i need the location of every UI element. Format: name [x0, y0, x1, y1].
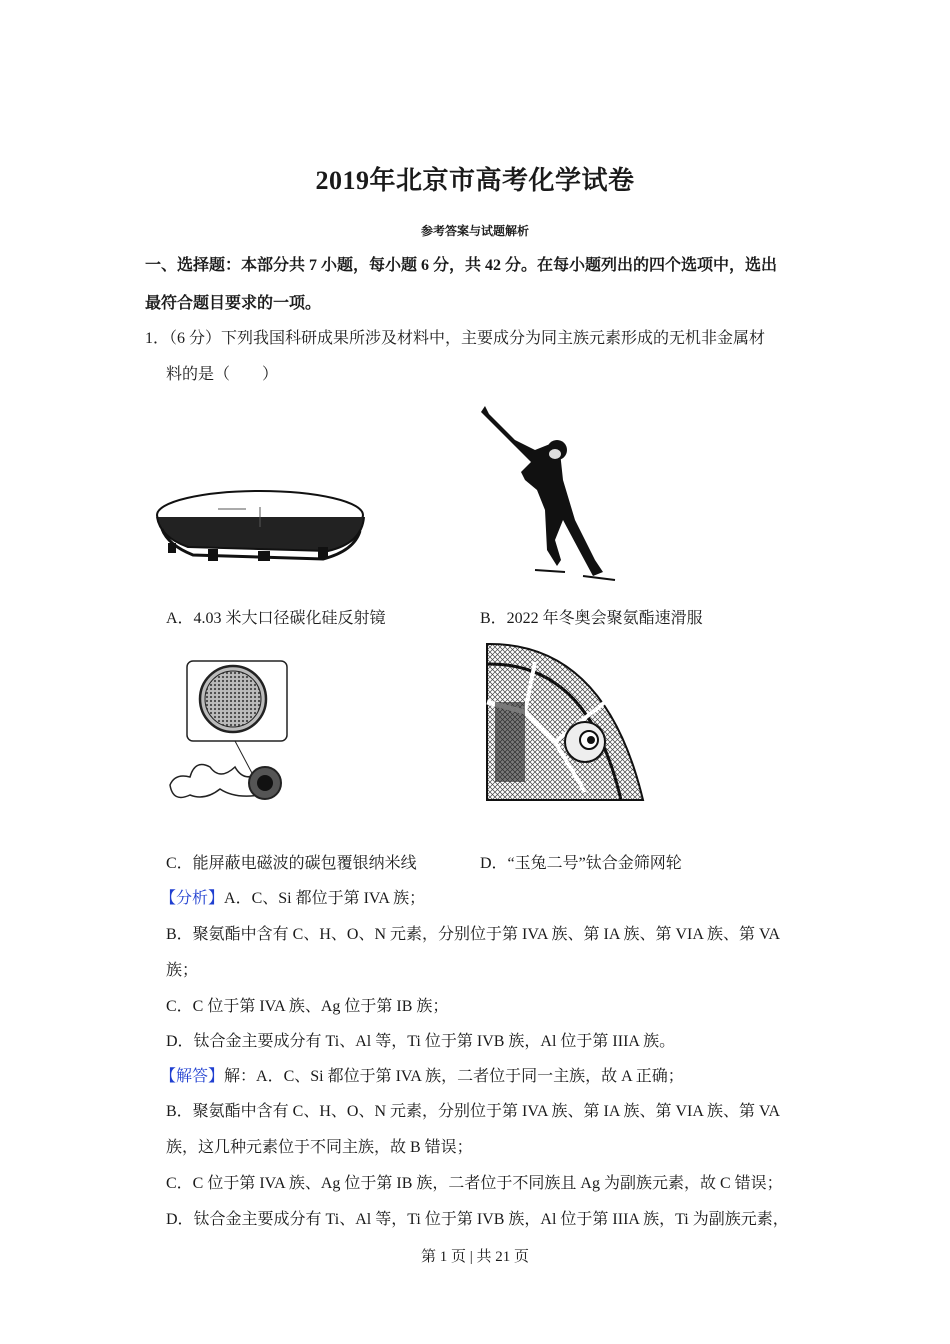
section-heading-line1: 一、选择题：本部分共 7 小题，每小题 6 分，共 42 分。在每小题列出的四个选项中，选出: [145, 257, 778, 274]
page-subtitle: 参考答案与试题解析: [420, 224, 529, 238]
option-c-label: C．能屏蔽电磁波的碳包覆银纳米线: [166, 855, 417, 872]
answer-line-1: [160, 1063, 684, 1086]
section-heading-line2: 最符合题目要求的一项。: [145, 295, 322, 312]
answer-line-5: D．钛合金主要成分有 Ti、Al 等，Ti 位于第 IVB 族，Al 位于第 IIIA 族，Ti 为副族元素，: [166, 1211, 789, 1228]
option-b-label: B．2022 年冬奥会聚氨酯速滑服: [480, 610, 703, 627]
answer-line-3: 族，这几种元素位于不同主族，故 B 错误；: [166, 1139, 473, 1156]
answer-text: 解：A．C、Si 都位于第 IVA 族，二者位于同一主族，故 A 正确；: [224, 1068, 684, 1085]
question-1-stem: 1．（6 分）下列我国科研成果所涉及材料中，主要成分为同主族元素形成的无机非金属材: [145, 330, 766, 347]
answer-line-4: C．C 位于第 IVA 族、Ag 位于第 IB 族，二者位于不同族且 Ag 为副族元素，故 C 错误；: [166, 1175, 783, 1192]
page-footer: 第 1 页 | 共 21 页: [420, 1249, 529, 1265]
analysis-line-5: D．钛合金主要成分有 Ti、Al 等，Ti 位于第 IVB 族，Al 位于第 IIIA 族。: [166, 1033, 676, 1050]
analysis-line-3: 族；: [166, 962, 199, 979]
analysis-text: A．C、Si 都位于第 IVA 族；: [224, 890, 426, 907]
answer-tag: 【解答】: [160, 1068, 225, 1085]
telescope-mirror-image: [148, 485, 378, 585]
analysis-line-4: C．C 位于第 IVA 族、Ag 位于第 IB 族；: [166, 998, 449, 1015]
page-title: 2019年北京市高考化学试卷: [315, 166, 635, 195]
answer-line-2: B．聚氨酯中含有 C、H、O、N 元素，分别位于第 IVA 族、第 IA 族、第 VIA 族、第 VA: [166, 1103, 781, 1120]
option-a-label: A．4.03 米大口径碳化硅反射镜: [166, 610, 386, 627]
analysis-line-2: B．聚氨酯中含有 C、H、O、N 元素，分别位于第 IVA 族、第 IA 族、第 VIA 族、第 VA: [166, 926, 781, 943]
rover-wheel-image: [485, 642, 645, 810]
nanowire-image: [165, 655, 295, 805]
option-d-label: D．“玉兔二号”钛合金筛网轮: [480, 855, 682, 872]
analysis-line-1: [160, 885, 425, 908]
analysis-tag: 【分析】: [160, 890, 225, 907]
speed-skater-image: [475, 400, 635, 585]
question-1-stem-cont: 料的是（ ）: [166, 366, 279, 383]
